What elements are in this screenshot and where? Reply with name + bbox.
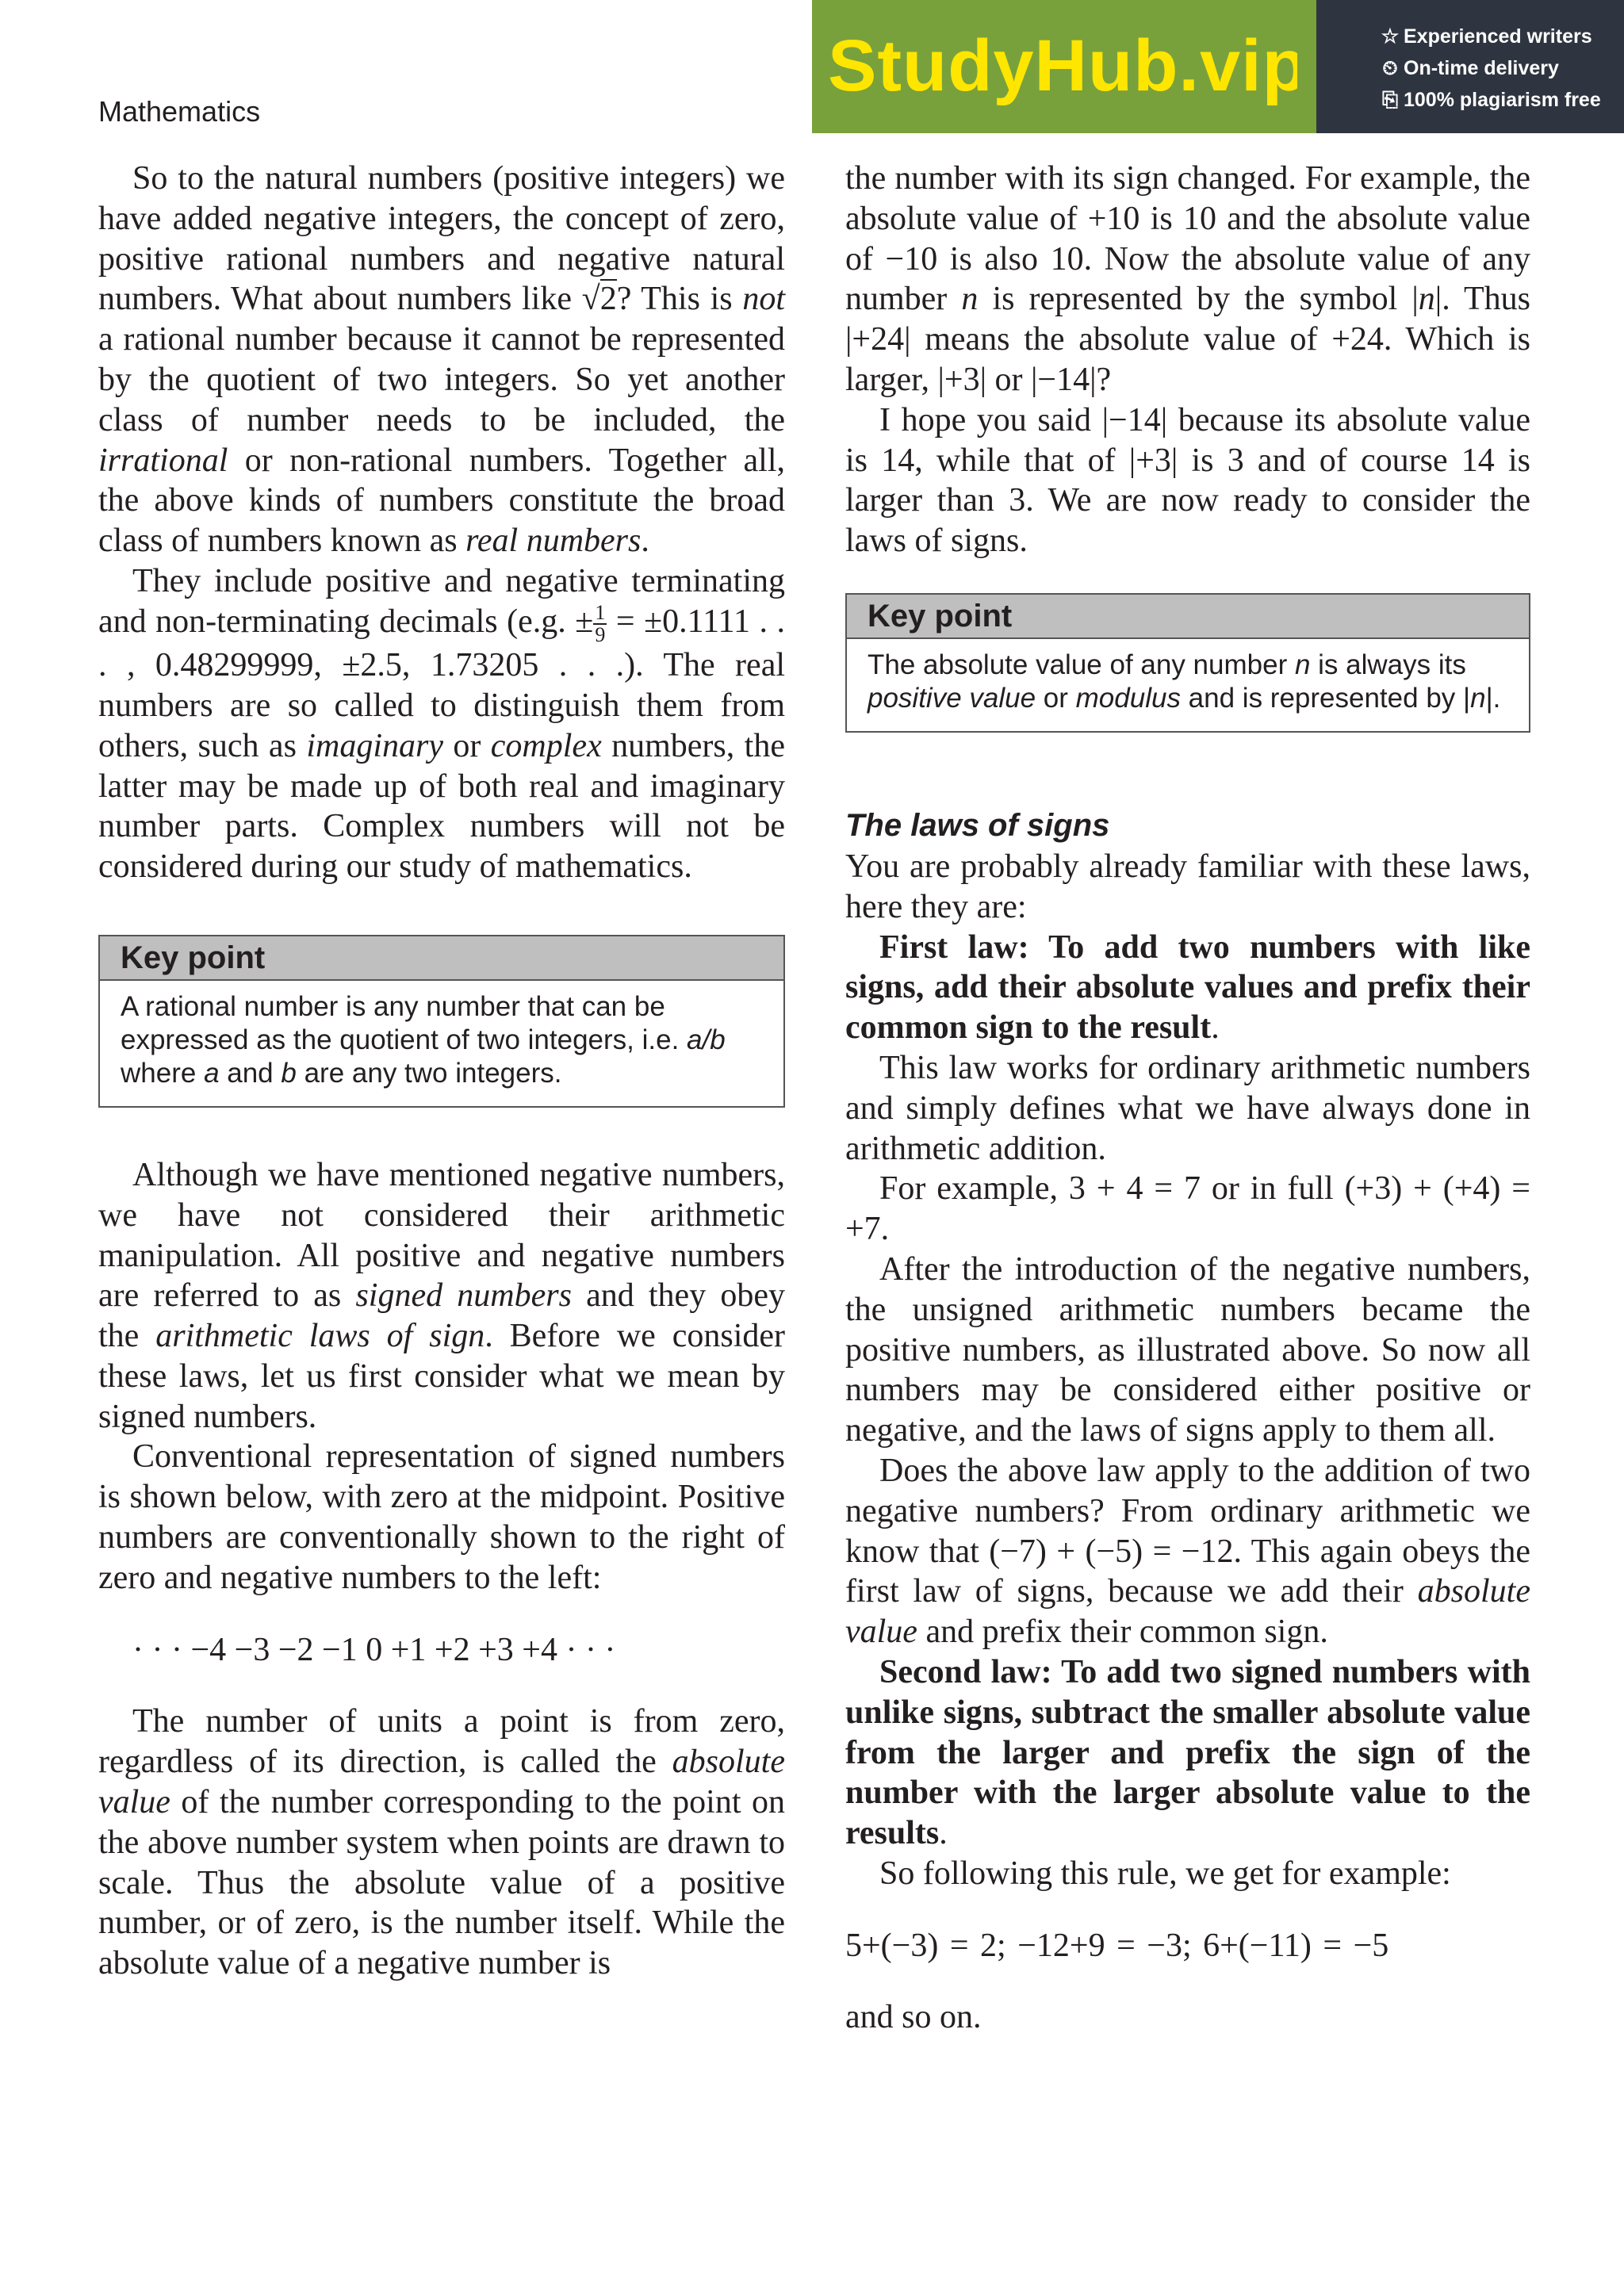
key-point-box (845, 593, 1530, 733)
banner-logo[interactable]: StudyHub.vip (828, 25, 1308, 106)
key-point-box (98, 935, 785, 1108)
paragraph: Does the above law apply to the addition of two negative numbers? From ordinary arithmetic we know that (−7) + (−5) = −12. This again obeys the first law of signs, because we add their absolute value and prefix their common sign. (845, 1452, 1530, 1651)
first-law: First law: To add two numbers with like signs, add their absolute values and prefix their common sign to the result. (845, 928, 1530, 1047)
banner-feature (1380, 52, 1601, 84)
key-point-heading: Key point (847, 595, 1529, 639)
paragraph: and so on. (845, 1999, 982, 2036)
paragraph: Conventional representation of signed numbers is shown below, with zero at the midpoint. Positive numbers are conventionally shown to the right of zero and negative numbers to the left: (98, 1438, 785, 1596)
second-law: Second law: To add two signed numbers with unlike signs, subtract the smaller absolute value from the larger and prefix the sign of the number with the larger absolute value to the results. (845, 1653, 1530, 1852)
ad-banner[interactable] (812, 0, 1624, 133)
clock-icon: ⏲ (1382, 57, 1398, 79)
paragraph: So following this rule, we get for example: (879, 1855, 1451, 1892)
banner-logo-panel[interactable] (812, 0, 1316, 133)
paragraph: The number of units a point is from zero, regardless of its direction, is called the absolute value of the number corresponding to the point on the above number system when points are drawn to scale. Thus the absolute value of a positive number, or of zero, is the number itself. While the absolute value of a negative number is (98, 1703, 785, 1982)
banner-features-panel (1316, 0, 1624, 133)
banner-divider (1297, 0, 1316, 133)
paragraph: For example, 3 + 4 = 7 or in full (+3) + (+4) = +7. (845, 1170, 1530, 1248)
copy-icon: ⎘ (1381, 89, 1398, 111)
paragraph: They include positive and negative terminating and non-terminating decimals (e.g. ± $\frac{1}{9}$ = ±0.1111 . . . , 0.48299999, ±2.5, 1.73205 . . .). The real numbers are so called to distinguish them from others, such as imaginary or complex numbers, the latter may be made up of both real and imaginary number parts. Complex numbers will not be considered during our study of mathematics. (98, 562, 786, 886)
paragraph: This law works for ordinary arithmetic numbers and simply defines what we have always done in arithmetic addition. (845, 1049, 1530, 1167)
banner-feature-label: On-time delivery (1404, 57, 1559, 79)
paragraph: After the introduction of the negative numbers, the unsigned arithmetic numbers became the positive numbers, as illustrated above. So now all numbers may be considered either positive or negative, and the laws of signs apply to them all. (845, 1250, 1530, 1449)
left-column (98, 159, 785, 1984)
number-line: · · · −4 −3 −2 −1 0 +1 +2 +3 +4 · · · (132, 1631, 616, 1668)
paragraph: I hope you said |−14| because its absolute value is 14, while that of |+3| is 3 and of course 14 is larger than 3. We are now ready to consider the laws of signs. (845, 401, 1530, 560)
star-icon: ☆ (1381, 25, 1400, 48)
paragraph: You are probably already familiar with these laws, here they are: (845, 848, 1530, 925)
key-point-text: A rational number is any number that can be expressed as the quotient of two integers, i.e. a/b where a and b are any two integers. (121, 990, 726, 1089)
banner-feature (1380, 84, 1601, 116)
section-title: The laws of signs (845, 807, 1110, 843)
paragraph: Although we have mentioned negative numbers, we have not considered their arithmetic manipulation. All positive and negative numbers are referred to as signed numbers and they obey the arithmetic laws of sign. Before we consider these laws, let us first consider what we mean by signed numbers. (98, 1156, 785, 1435)
key-point-heading: Key point (100, 936, 783, 981)
right-column (845, 159, 1530, 2038)
paragraph: the number with its sign changed. For example, the absolute value of +10 is 10 and the absolute value of −10 is also 10. Now the absolute value of any number n is represented by the symbol |n|. Thus |+24| means the absolute value of +24. Which is larger, |+3| or |−14|? (845, 160, 1531, 398)
banner-feature-label: Experienced writers (1404, 25, 1592, 48)
banner-feature-label: 100% plagiarism free (1404, 89, 1601, 111)
key-point-text: The absolute value of any number n is always its positive value or modulus and is represented by |n|. (868, 649, 1501, 714)
banner-feature (1380, 21, 1601, 52)
banner-feature-list (1380, 21, 1601, 116)
examples: 5+(−3) = 2; −12+9 = −3; 6+(−11) = −5 (845, 1927, 1389, 1964)
running-title: Mathematics (98, 95, 261, 128)
paragraph: So to the natural numbers (positive integers) we have added negative integers, the concept of zero, positive rational numbers and negative natural numbers. What about numbers like √2? This is not a rational number because it cannot be represented by the quotient of two integers. So yet another class of number needs to be included, the irrational or non-rational numbers. Together all, the above kinds of numbers constitute the broad class of numbers known as real numbers. (98, 160, 785, 560)
fraction: $\frac{1}{9}$ (595, 601, 606, 647)
